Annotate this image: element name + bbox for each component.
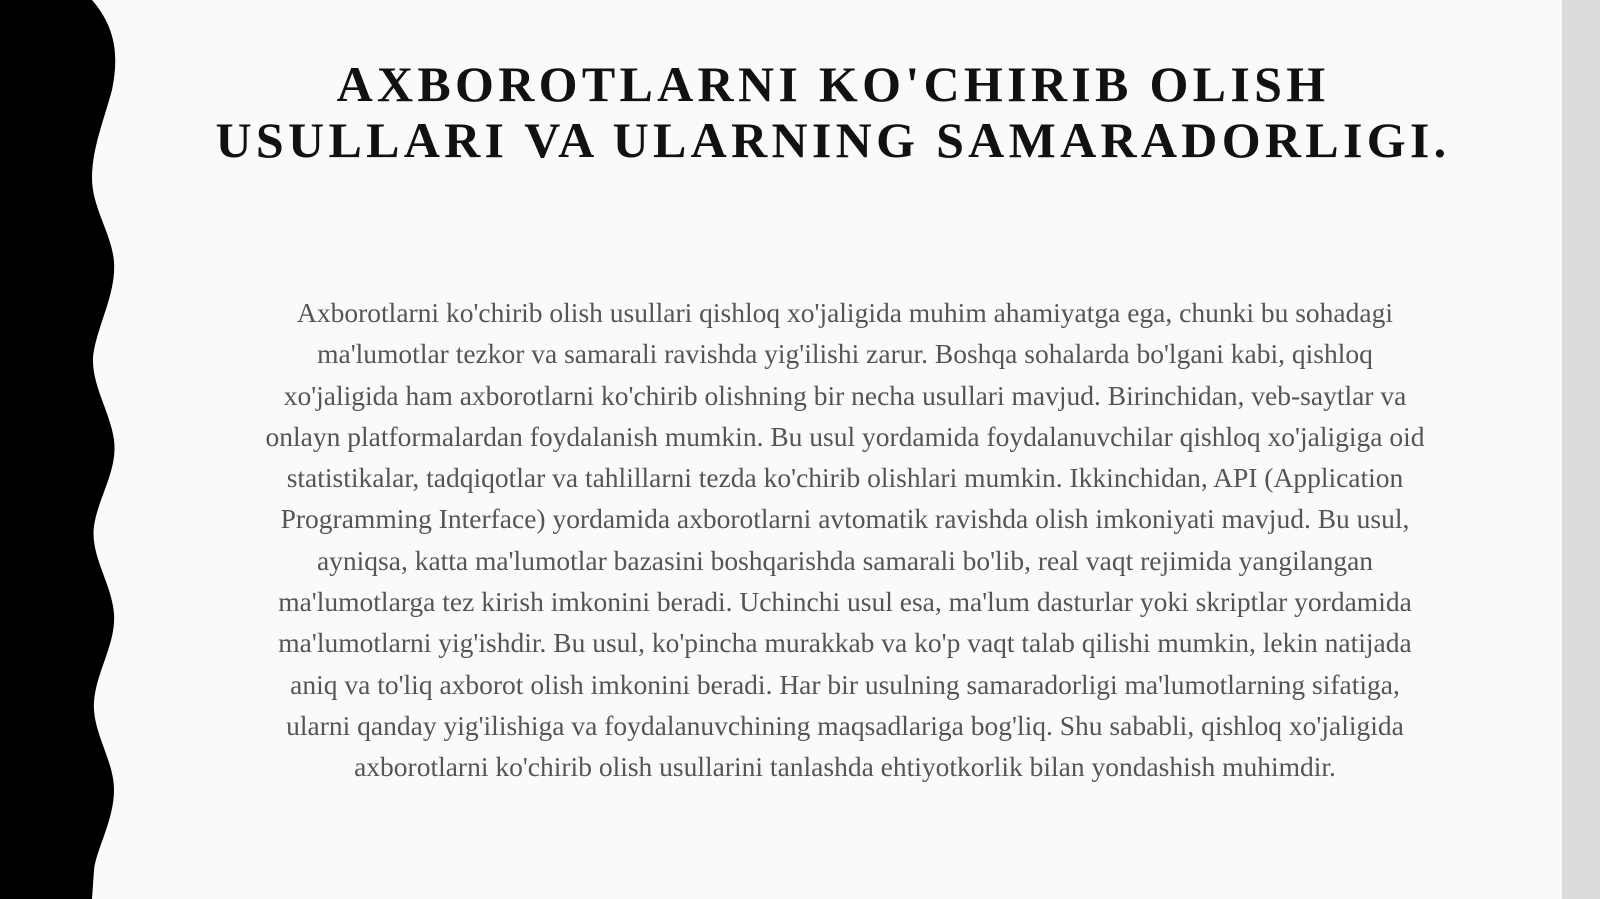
slide-title [150,56,1516,168]
wave-border-decoration [0,0,120,899]
body-line: ma'lumotlar tezkor va samarali ravishda yig'ilishi zarur. Boshqa sohalarda bo'lgani kabi, qishloq [317,338,1373,370]
body-line: Programming Interface) yordamida axborotlarni avtomatik ravishda olish imkoniyati mavjud. Bu usul, [280,503,1410,535]
body-line: ma'lumotlarni yig'ishdir. Bu usul, ko'pincha murakkab va ko'p vaqt talab qilishi mumkin, lekin natijada [278,627,1412,659]
body-line: axborotlarni ko'chirib olish usullarini tanlashda ehtiyotkorlik bilan yondashish muhimdir. [354,751,1336,783]
body-line: aniq va to'liq axborot olish imkonini beradi. Har bir usulning samaradorligi ma'lumotlarning sifatiga, [290,668,1400,700]
right-edge-strip [1562,0,1600,899]
body-line: ularni qanday yig'ilishiga va foydalanuvchining maqsadlariga bog'liq. Shu sababli, qishloq xo'jaligida [286,709,1404,741]
title-line: AXBOROTLARNI KO'CHIRIB OLISH [336,56,1330,112]
title-line: USULLARI VA ULARNING SAMARADORLIGI. [215,112,1451,168]
body-line: ayniqsa, katta ma'lumotlar bazasini boshqarishda samarali bo'lib, real vaqt rejimida yangilangan [316,544,1374,576]
body-line: xo'jaligida ham axborotlarni ko'chirib olishning bir necha usullari mavjud. Birinchidan, veb-saytlar va [283,379,1407,411]
body-line: onlayn platformalardan foydalanish mumkin. Bu usul yordamida foydalanuvchilar qishloq xo'jaligiga oid [265,420,1425,452]
body-paragraph [200,292,1490,788]
body-line: Axborotlarni ko'chirib olish usullari qishloq xo'jaligida muhim ahamiyatga ega, chunki bu sohadagi [297,297,1393,328]
body-line: ma'lumotlarga tez kirish imkonini beradi. Uchinchi usul esa, ma'lum dasturlar yoki skriptlar yordamida [278,586,1412,618]
body-line: statistikalar, tadqiqotlar va tahlillarni tezda ko'chirib olishlari mumkin. Ikkinchidan, API (Application [286,462,1404,494]
